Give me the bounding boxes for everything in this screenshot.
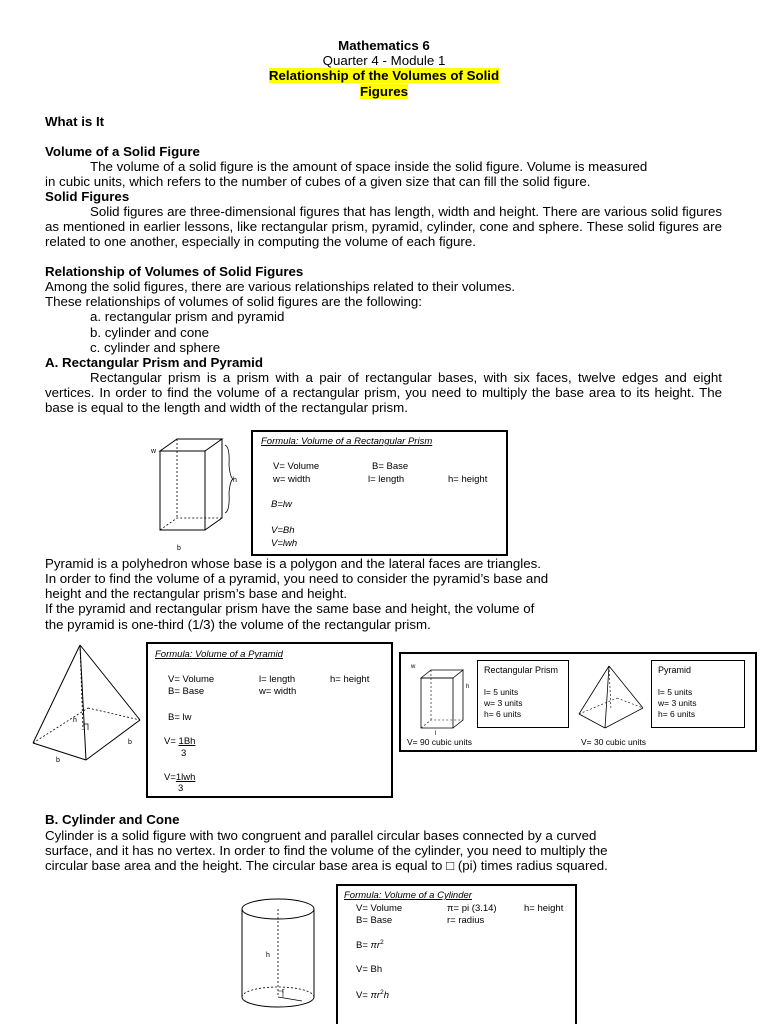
cylinder-formula-base-symbol: πr [370, 940, 381, 952]
cylinder-figure [236, 895, 326, 1020]
prism-l-def: l= length [368, 474, 405, 485]
cylinder-b-def: B= Base [356, 915, 393, 926]
prism-b-def: B= Base [372, 461, 409, 472]
pyramid-text-line2: In order to find the volume of a pyramid, you need to consider the pyramid’s base and [45, 571, 549, 586]
rectangular-prism-figure [145, 435, 255, 555]
comparison-pyramid-panel [651, 660, 745, 728]
pyramid-text-line3: height and the rectangular prism’s base and height. [45, 586, 348, 601]
solid-figures-paragraph: Solid figures are three-dimensional figures that has length, width and height. There are various solid figures as mentioned in earlier lessons, like rectangular prism, pyramid, cylinder, cone and sphere. These solid figures are related to one another, especially in computing the volume of each figure. [45, 204, 722, 250]
comparison-prism-volume: V= 90 cubic units [407, 737, 472, 747]
pyramid-b-label: b [56, 757, 60, 764]
pyramid-formula-vlwh-denominator: 3 [178, 783, 184, 794]
cylinder-formula-title: Formula: Volume of a Cylinder [344, 890, 472, 901]
cylinder-h-label: h [266, 952, 270, 959]
list-item: b. cylinder and cone [90, 325, 210, 340]
prism-formula-vbh: V=Bh [271, 525, 295, 536]
comparison-prism-figure [405, 658, 477, 736]
comparison-pyramid-figure [573, 662, 651, 734]
pyramid-text-line1: Pyramid is a polyhedron whose base is a polygon and the lateral faces are triangles. [45, 556, 541, 571]
prism-w-def: w= width [273, 474, 311, 485]
prism-w-label: w [151, 448, 157, 455]
pyramid-formula-vbh-numerator: 1Bh [178, 736, 196, 747]
section-a-paragraph: Rectangular prism is a prism with a pair of rectangular bases, with six faces, twelve edges and eight vertices. In order to find the volume of a rectangular prism, you need to multiply the base area to its height. The base is equal to the length and width of the rectangular prism. [45, 370, 722, 416]
cylinder-r-label: r [282, 988, 285, 995]
comparison-box [399, 652, 757, 752]
pyramid-figure [28, 640, 153, 765]
relationship-paragraph-line1: Among the solid figures, there are various relationships related to their volumes. [45, 279, 516, 294]
cylinder-formula-vpir2h-symbol: πr [370, 990, 381, 1002]
cylinder-h-def: h= height [524, 903, 564, 914]
pyramid-v-def: V= Volume [168, 674, 215, 685]
section-b-line1: Cylinder is a solid figure with two congruent and parallel circular bases connected by a curved [45, 828, 597, 843]
lesson-title-line1: Relationship of the Volumes of Solid [268, 68, 500, 83]
cylinder-formula-vpir2h-height: h [383, 990, 389, 1002]
cylinder-formula-base-exponent: 2 [380, 939, 384, 946]
pyramid-text-line5: the pyramid is one-third (1/3) the volume of the rectangular prism. [45, 617, 431, 632]
prism-h-label: h [233, 477, 237, 484]
prism-formula-vlwh: V=lwh [271, 538, 298, 549]
cylinder-formula-box [336, 884, 577, 1024]
pyramid-b-def: B= Base [168, 686, 205, 697]
quarter-module: Quarter 4 - Module 1 [322, 53, 446, 68]
section-b-line2: surface, and it has no vertex. In order to find the volume of the cylinder, you need to multiply the [45, 843, 608, 858]
pyramid-formula-vlwh-prefix: V= [164, 772, 176, 783]
comparison-prism-panel [477, 660, 569, 728]
pyramid-w-def: w= width [259, 686, 297, 697]
lesson-title [0, 68, 768, 99]
cylinder-v-def: V= Volume [356, 903, 403, 914]
pyramid-formula-vlwh-numerator: 1lwh [175, 772, 196, 783]
cylinder-pi-def: π= pi (3.14) [447, 903, 497, 914]
prism-v-def: V= Volume [273, 461, 320, 472]
comparison-prism-l-label: l [435, 731, 437, 736]
prism-h-def: h= height [448, 474, 488, 485]
cylinder-formula-base [356, 939, 384, 951]
comparison-prism-w-label: w [411, 664, 416, 670]
volume-paragraph-line2: in cubic units, which refers to the number of cubes of a given size that can fill the solid figure. [45, 174, 591, 189]
prism-b-label: b [177, 545, 181, 552]
subject-title: Mathematics 6 [338, 38, 430, 53]
cylinder-formula-vpir2h-prefix: V= [356, 990, 371, 1002]
comparison-prism-length: l= 5 units [484, 687, 519, 697]
comparison-pyramid-title: Pyramid [658, 665, 692, 675]
pyramid-h-def: h= height [330, 674, 370, 685]
list-item: c. cylinder and sphere [90, 340, 221, 355]
comparison-pyramid-length: l= 5 units [658, 687, 693, 697]
pyramid-l-def: l= length [259, 674, 296, 685]
relationship-heading: Relationship of Volumes of Solid Figures [45, 264, 304, 279]
comparison-pyramid-height: h= 6 units [658, 709, 696, 719]
pyramid-formula-box [146, 642, 393, 798]
pyramid-text-line4: If the pyramid and rectangular prism have the same base and height, the volume of [45, 601, 535, 616]
prism-formula-title: Formula: Volume of a Rectangular Prism [261, 436, 433, 447]
comparison-prism-h-label: h [466, 684, 470, 690]
cylinder-formula-vbh: V= Bh [356, 964, 383, 975]
section-b-line3: circular base area and the height. The circular base area is equal to □ (pi) times radius squared. [45, 858, 608, 873]
relationship-paragraph-line2: These relationships of volumes of solid figures are the following: [45, 294, 422, 309]
pyramid-b2-label: b [128, 739, 132, 746]
cylinder-formula-base-prefix: B= [356, 940, 371, 952]
cylinder-r-def: r= radius [447, 915, 485, 926]
comparison-prism-height: h= 6 units [484, 709, 522, 719]
section-b-heading: B. Cylinder and Cone [45, 812, 180, 827]
comparison-prism-title: Rectangular Prism [484, 665, 559, 675]
comparison-pyramid-width: w= 3 units [658, 698, 697, 708]
lesson-title-line2: Figures [359, 83, 409, 99]
pyramid-formula-vbh-prefix: V= [164, 736, 179, 747]
pyramid-formula-base: B= lw [168, 712, 192, 723]
comparison-prism-width: w= 3 units [484, 698, 523, 708]
section-a-heading: A. Rectangular Prism and Pyramid [45, 355, 263, 370]
what-is-it-heading: What is It [45, 114, 105, 129]
solid-figures-heading: Solid Figures [45, 189, 130, 204]
prism-formula-box [251, 430, 508, 556]
pyramid-formula-vbh-denominator: 3 [181, 748, 187, 759]
prism-formula-base: B=lw [271, 499, 292, 510]
volume-heading: Volume of a Solid Figure [45, 144, 200, 159]
comparison-pyramid-volume: V= 30 cubic units [581, 737, 646, 747]
pyramid-formula-title: Formula: Volume of a Pyramid [155, 649, 283, 660]
volume-paragraph-line1: The volume of a solid figure is the amount of space inside the solid figure. Volume is measured [90, 159, 648, 174]
list-item: a. rectangular prism and pyramid [90, 309, 285, 324]
pyramid-formula-vlwh [164, 772, 195, 783]
pyramid-h-label: h [73, 717, 77, 724]
cylinder-formula-vpir2h [356, 989, 389, 1001]
cylinder-formula-vpir2h-exponent: 2 [380, 989, 384, 996]
pyramid-formula-vbh [164, 736, 195, 747]
